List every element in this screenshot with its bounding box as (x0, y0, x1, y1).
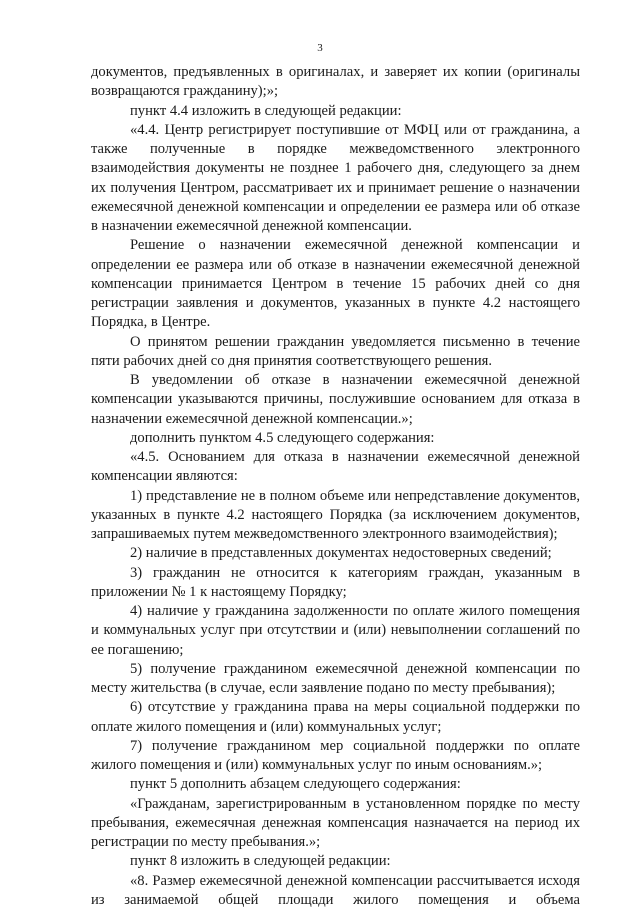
paragraph: «4.5. Основанием для отказа в назначении ежемесячной денежной компенсации являются: (91, 448, 580, 487)
paragraph: пункт 4.4 изложить в следующей редакции: (91, 102, 580, 121)
paragraph: В уведомлении об отказе в назначении ежемесячной денежной компенсации указываются причины, послужившие основанием для отказа в назначении ежемесячной денежной компенсации.»; (91, 371, 580, 429)
scan-artifact (405, 893, 565, 899)
paragraph: О принятом решении гражданин уведомляется письменно в течение пяти рабочих дней со дня принятия соответствующего решения. (91, 333, 580, 372)
paragraph: 5) получение гражданином ежемесячной денежной компенсации по месту жительства (в случае, если заявление подано по месту пребывания); (91, 660, 580, 699)
paragraph: дополнить пунктом 4.5 следующего содержания: (91, 429, 580, 448)
paragraph: 7) получение гражданином мер социальной поддержки по оплате жилого помещения и (или) коммунальных услуг по иным основаниям.»; (91, 737, 580, 776)
paragraph: Решение о назначении ежемесячной денежной компенсации и определении ее размера или об отказе в назначении ежемесячной денежной компенсации принимается Центром в течение 15 рабочих дней со дня регистрации заявления и документов, указанных в пункте 4.2 настоящего Порядка, в Центре. (91, 236, 580, 332)
paragraph: документов, предъявленных в оригиналах, и заверяет их копии (оригиналы возвращаются гражданину);»; (91, 63, 580, 102)
paragraph: 1) представление не в полном объеме или непредставление документов, указанных в пункте 4.2 настоящего Порядка (за исключением документов, запрашиваемых путем межведомственного электронного взаимодействия); (91, 487, 580, 545)
page-number: 3 (0, 42, 640, 54)
paragraph: 3) гражданин не относится к категориям граждан, указанным в приложении № 1 к настоящему Порядку; (91, 564, 580, 603)
paragraph: пункт 5 дополнить абзацем следующего содержания: (91, 775, 580, 794)
paragraph: 2) наличие в представленных документах недостоверных сведений; (91, 544, 580, 563)
paragraph: «Гражданам, зарегистрированным в установленном порядке по месту пребывания, ежемесячная денежная компенсация назначается на период их регистрации по месту пребывания.»; (91, 795, 580, 853)
paragraph: 6) отсутствие у гражданина права на меры социальной поддержки по оплате жилого помещения и (или) коммунальных услуг; (91, 698, 580, 737)
paragraph: «4.4. Центр регистрирует поступившие от МФЦ или от гражданина, а также полученные в порядке межведомственного электронного взаимодействия документы не позднее 1 рабочего дня, следующего за днем их получения Центром, рассматривает их и принимает решение о назначении ежемесячной денежной компенсации и определении ее размера или об отказе в назначении ежемесячной денежной компенсации. (91, 121, 580, 237)
document-body (91, 63, 580, 910)
paragraph: «8. Размер ежемесячной денежной компенсации рассчитывается исходя из занимаемой общей площади жилого помещения и объема (91, 872, 580, 910)
paragraph: 4) наличие у гражданина задолженности по оплате жилого помещения и коммунальных услуг при отсутствии и (или) невыполнении соглашений по ее погашению; (91, 602, 580, 660)
paragraph: пункт 8 изложить в следующей редакции: (91, 852, 580, 871)
